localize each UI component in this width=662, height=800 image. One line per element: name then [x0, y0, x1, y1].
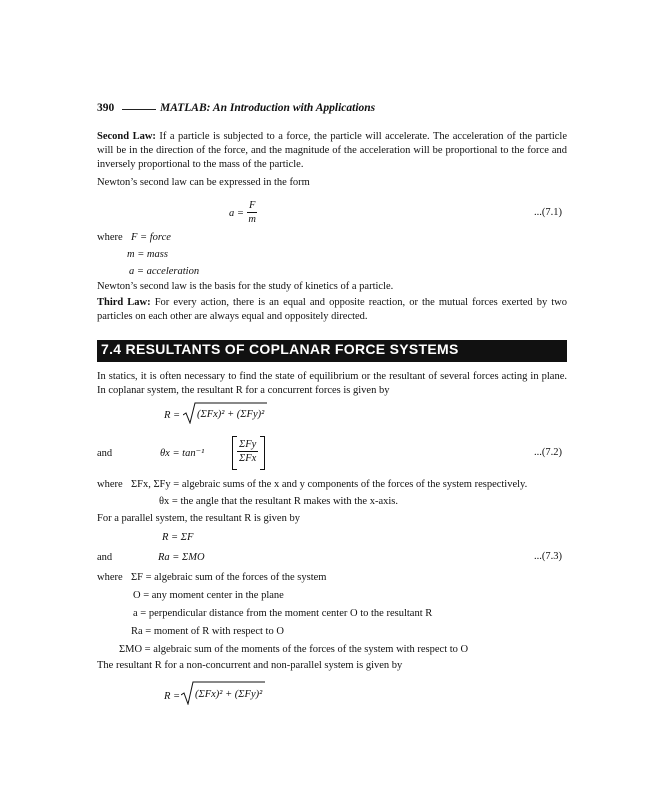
section-title: 7.4 RESULTANTS OF COPLANAR FORCE SYSTEMS	[101, 341, 459, 357]
def-moment-of-r: Ra = moment of R with respect to O	[131, 626, 284, 637]
def-moment-center: O = any moment center in the plane	[133, 590, 284, 601]
where-label-2: where	[97, 479, 123, 490]
where-acceleration: a = acceleration	[129, 266, 200, 277]
eq-r-sum-f: R = ΣF	[162, 532, 194, 543]
eq-r-lhs-2: R =	[164, 691, 181, 702]
page-number: 390	[97, 102, 115, 114]
eq-7-1-numerator: F	[249, 200, 256, 211]
eq-7-1-denominator: m	[248, 214, 256, 225]
eq-number-7-1: ...(7.1)	[534, 207, 562, 218]
where-label-3: where	[97, 572, 123, 583]
def-perpendicular-distance: a = perpendicular distance from the moment center O to the resultant R	[133, 608, 433, 619]
eq-theta-denominator: ΣFx	[239, 453, 257, 464]
second-law-paragraph	[97, 130, 567, 172]
header-rule	[122, 109, 156, 110]
eq-r-lhs: R =	[164, 410, 181, 421]
second-law-intro: Newton’s second law can be expressed in the form	[97, 177, 310, 188]
second-law-label: Second Law:	[97, 131, 156, 142]
nonconcurrent-intro: The resultant R for a non-concurrent and non-parallel system is given by	[97, 660, 403, 671]
third-law-label: Third Law:	[97, 297, 151, 308]
where-label-1: where	[97, 232, 123, 243]
eq-7-1-lhs: a =	[229, 208, 244, 219]
parallel-intro: For a parallel system, the resultant R is given by	[97, 513, 300, 524]
eq-number-7-2: ...(7.2)	[534, 447, 562, 458]
second-law-text: If a particle is subjected to a force, the particle will accelerate. The acceleration of the particle will be in the direction of the force, and the magnitude of the acceleration will be proportional to the force and inversely proportional to the mass of the particle.	[97, 131, 567, 170]
def-sum-moments: ΣMO = algebraic sum of the moments of the forces of the system with respect to O	[119, 644, 469, 655]
and-label-2: and	[97, 552, 113, 563]
right-bracket	[260, 436, 265, 470]
eq-theta-numerator: ΣFy	[239, 439, 257, 450]
where-force: F = force	[131, 232, 171, 243]
section-heading-bar	[97, 340, 567, 362]
second-law-closing: Newton’s second law is the basis for the study of kinetics of a particle.	[97, 281, 394, 292]
running-header-title: MATLAB: An Introduction with Applications	[160, 102, 376, 114]
and-label-1: and	[97, 448, 113, 459]
where-sums-def: ΣFx, ΣFy = algebraic sums of the x and y components of the forces of the system respectively.	[131, 479, 528, 490]
third-law-paragraph	[97, 296, 567, 324]
eq-theta-fraction	[237, 438, 258, 465]
where-mass: m = mass	[127, 249, 168, 260]
eq-r-radicand: (ΣFx)² + (ΣFy)²	[197, 409, 265, 420]
eq-ra-sum-mo: Ra = ΣMO	[158, 552, 205, 563]
eq-r-radicand-2: (ΣFx)² + (ΣFy)²	[195, 689, 263, 700]
coplanar-intro: In statics, it is often necessary to find the state of equilibrium or the resultant of several forces acting in plane. In coplanar system, the resultant R for a concurrent forces is given by	[97, 371, 567, 396]
third-law-text: For every action, there is an equal and opposite reaction, or the mutual forces exerted by two particles on each other are always equal and oppositely directed.	[97, 297, 568, 322]
eq-number-7-3: ...(7.3)	[534, 551, 562, 562]
where-theta-def: θx = the angle that the resultant R makes with the x-axis.	[159, 496, 398, 507]
eq-7-1-fraction	[247, 199, 257, 226]
eq-theta-lhs: θx = tan⁻¹	[160, 448, 205, 459]
def-sum-f: ΣF = algebraic sum of the forces of the system	[131, 572, 327, 583]
